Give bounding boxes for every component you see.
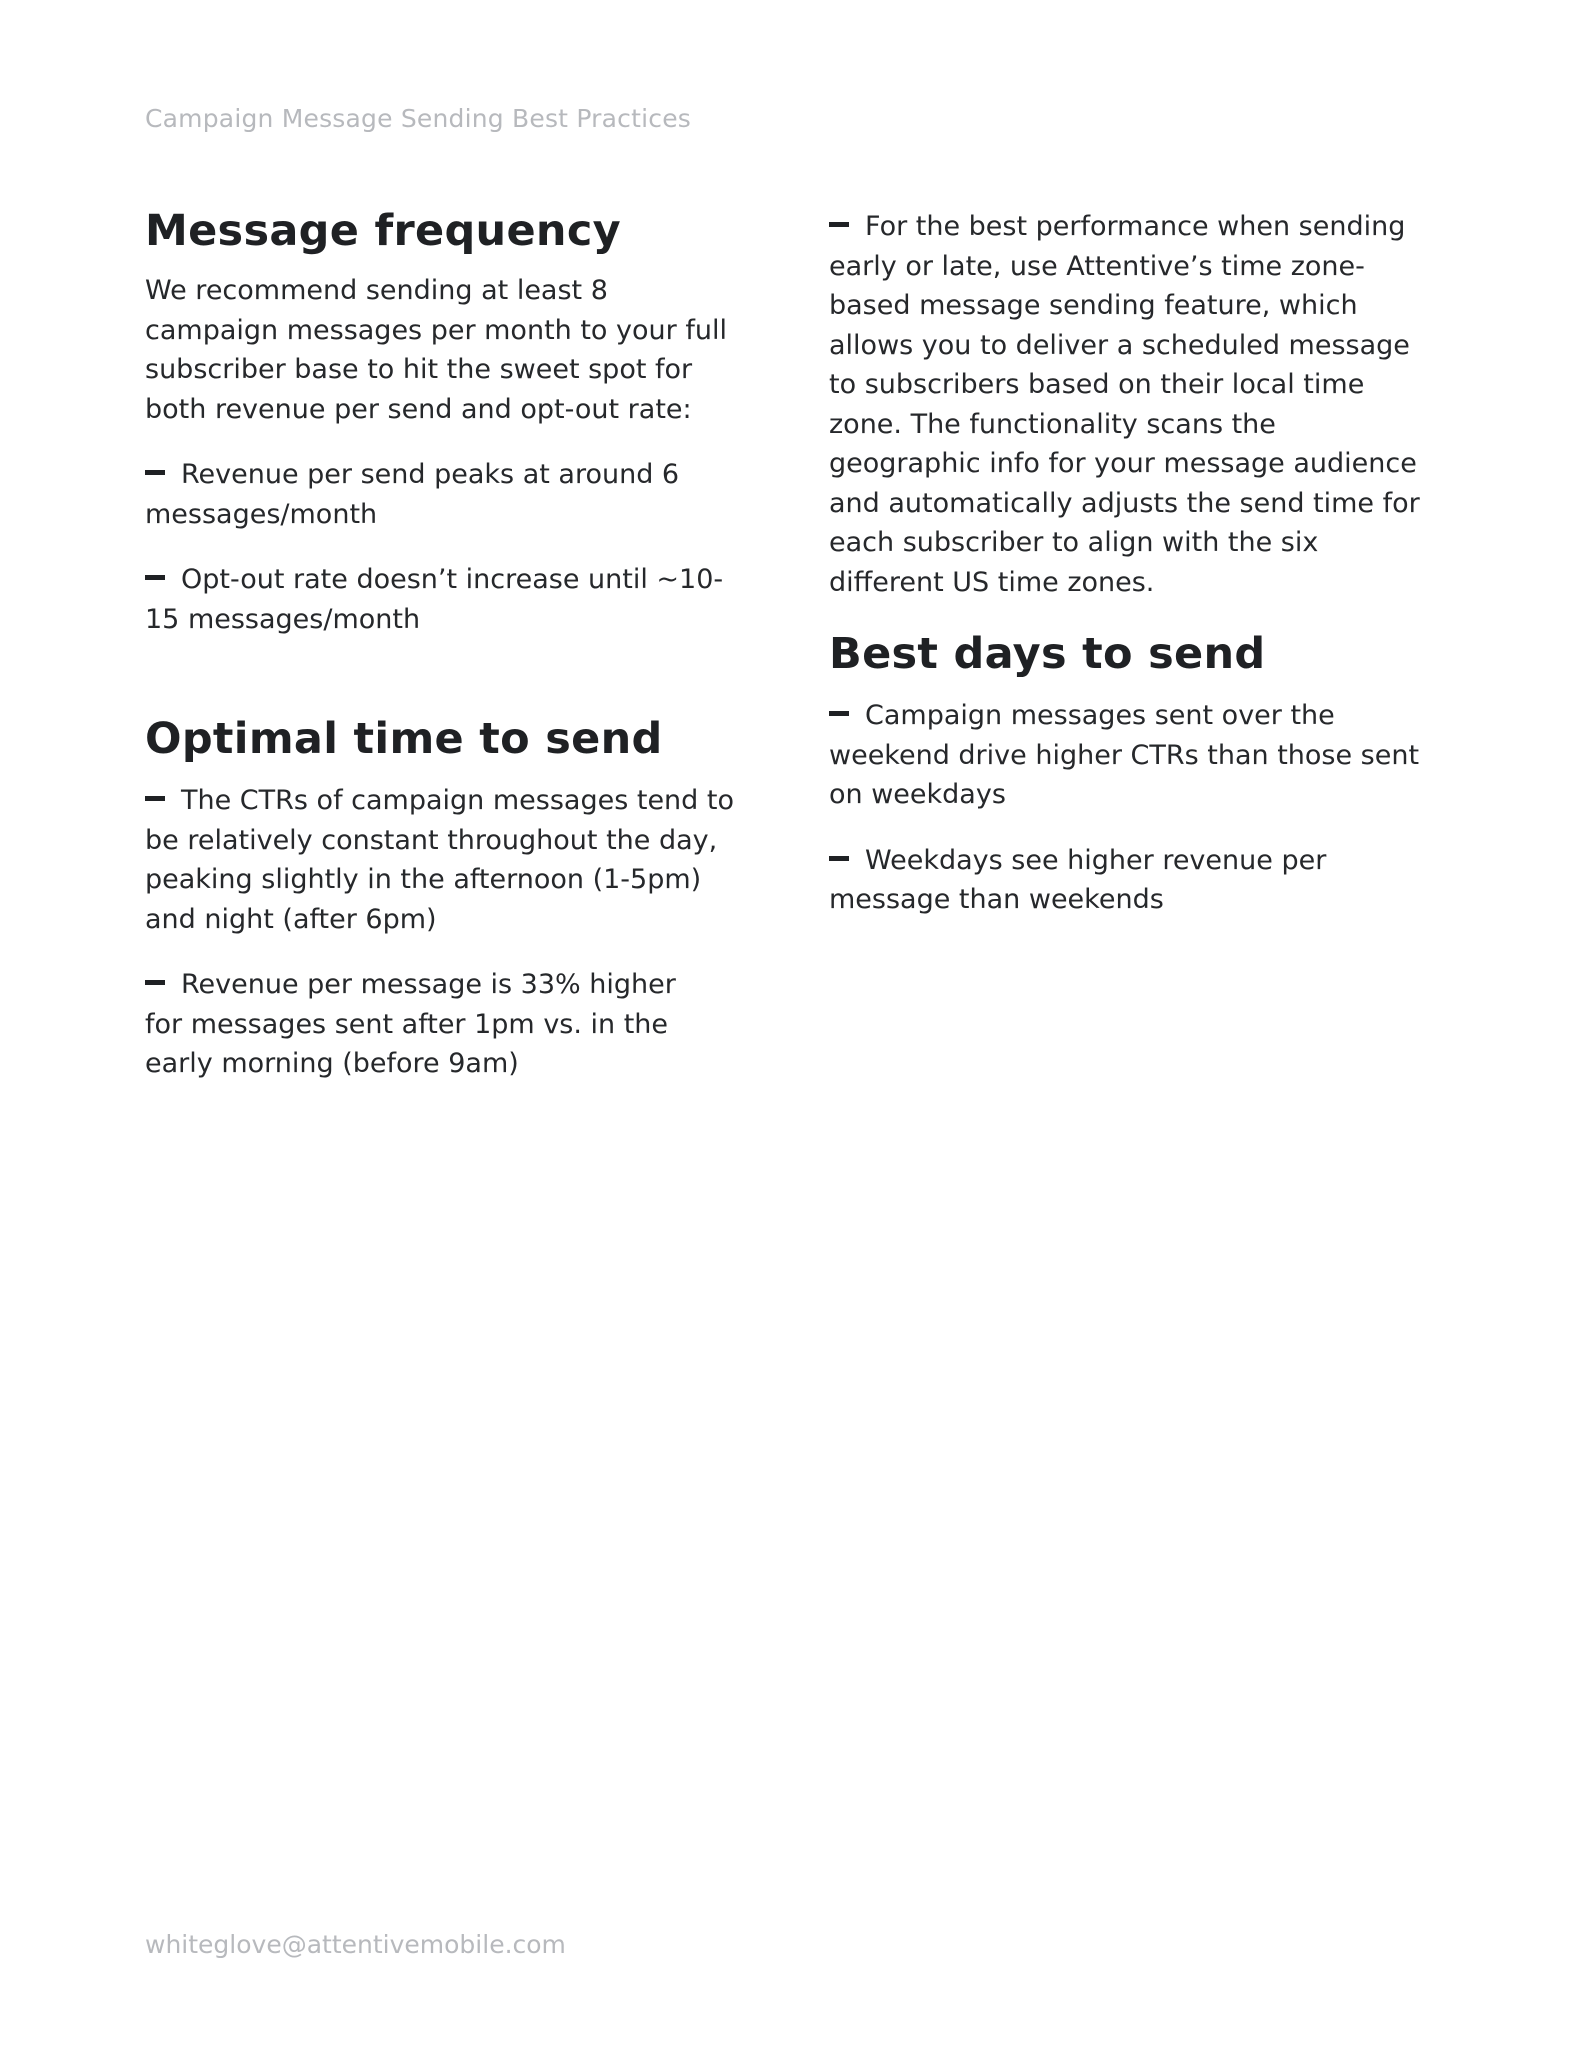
dash-bullet-icon — [145, 980, 165, 985]
list-item — [145, 455, 745, 534]
bullet-text: Revenue per send peaks at around 6 messages/month — [145, 459, 680, 530]
section-timezone-sending — [829, 207, 1429, 602]
dash-bullet-icon — [829, 222, 849, 227]
list-item — [145, 965, 685, 1084]
section-message-frequency — [145, 205, 745, 639]
document-header: Campaign Message Sending Best Practices — [145, 104, 691, 133]
list-item — [829, 207, 1429, 602]
bullet-text: Opt-out rate doesn’t increase until ~10-15 messages/month — [145, 564, 724, 635]
timezone-bullet-list — [829, 207, 1429, 602]
dash-bullet-icon — [145, 575, 165, 580]
heading-message-frequency: Message frequency — [145, 206, 621, 256]
optimal-time-bullet-list — [145, 781, 735, 1084]
bullet-text: The CTRs of campaign messages tend to be relatively constant throughout the day, peaking slightly in the afternoon (1-5pm) and night (after 6pm) — [145, 785, 734, 935]
bullet-text: Weekdays see higher revenue per message than weekends — [829, 844, 1327, 915]
list-item — [145, 781, 735, 939]
best-days-bullet-list — [829, 696, 1429, 920]
frequency-bullet-list — [145, 455, 745, 639]
dash-bullet-icon — [829, 711, 849, 716]
bullet-text: Revenue per message is 33% higher for messages sent after 1pm vs. in the early morning (before 9am) — [145, 969, 676, 1079]
dash-bullet-icon — [145, 470, 165, 475]
dash-bullet-icon — [829, 856, 849, 861]
list-item — [829, 841, 1429, 920]
frequency-intro: We recommend sending at least 8 campaign messages per month to your full subscriber base to hit the sweet spot for both revenue per send and opt-out rate: — [145, 275, 727, 425]
heading-optimal-time: Optimal time to send — [145, 714, 663, 764]
dash-bullet-icon — [145, 796, 165, 801]
section-optimal-time — [145, 713, 745, 1084]
bullet-text: Campaign messages sent over the weekend drive higher CTRs than those sent on weekdays — [829, 700, 1420, 810]
section-best-days — [829, 628, 1429, 920]
list-item — [145, 560, 745, 639]
footer-email: whiteglove@attentivemobile.com — [145, 1930, 566, 1959]
heading-best-days: Best days to send — [829, 629, 1266, 679]
list-item — [829, 696, 1429, 815]
bullet-text: For the best performance when sending early or late, use Attentive’s time zone-based message sending feature, which allows you to deliver a scheduled message to subscribers based on their local time zone. The functionality scans the geographic info for your message audience and automatically adjusts the send time for each subscriber to align with the six different US time zones. — [829, 211, 1420, 598]
